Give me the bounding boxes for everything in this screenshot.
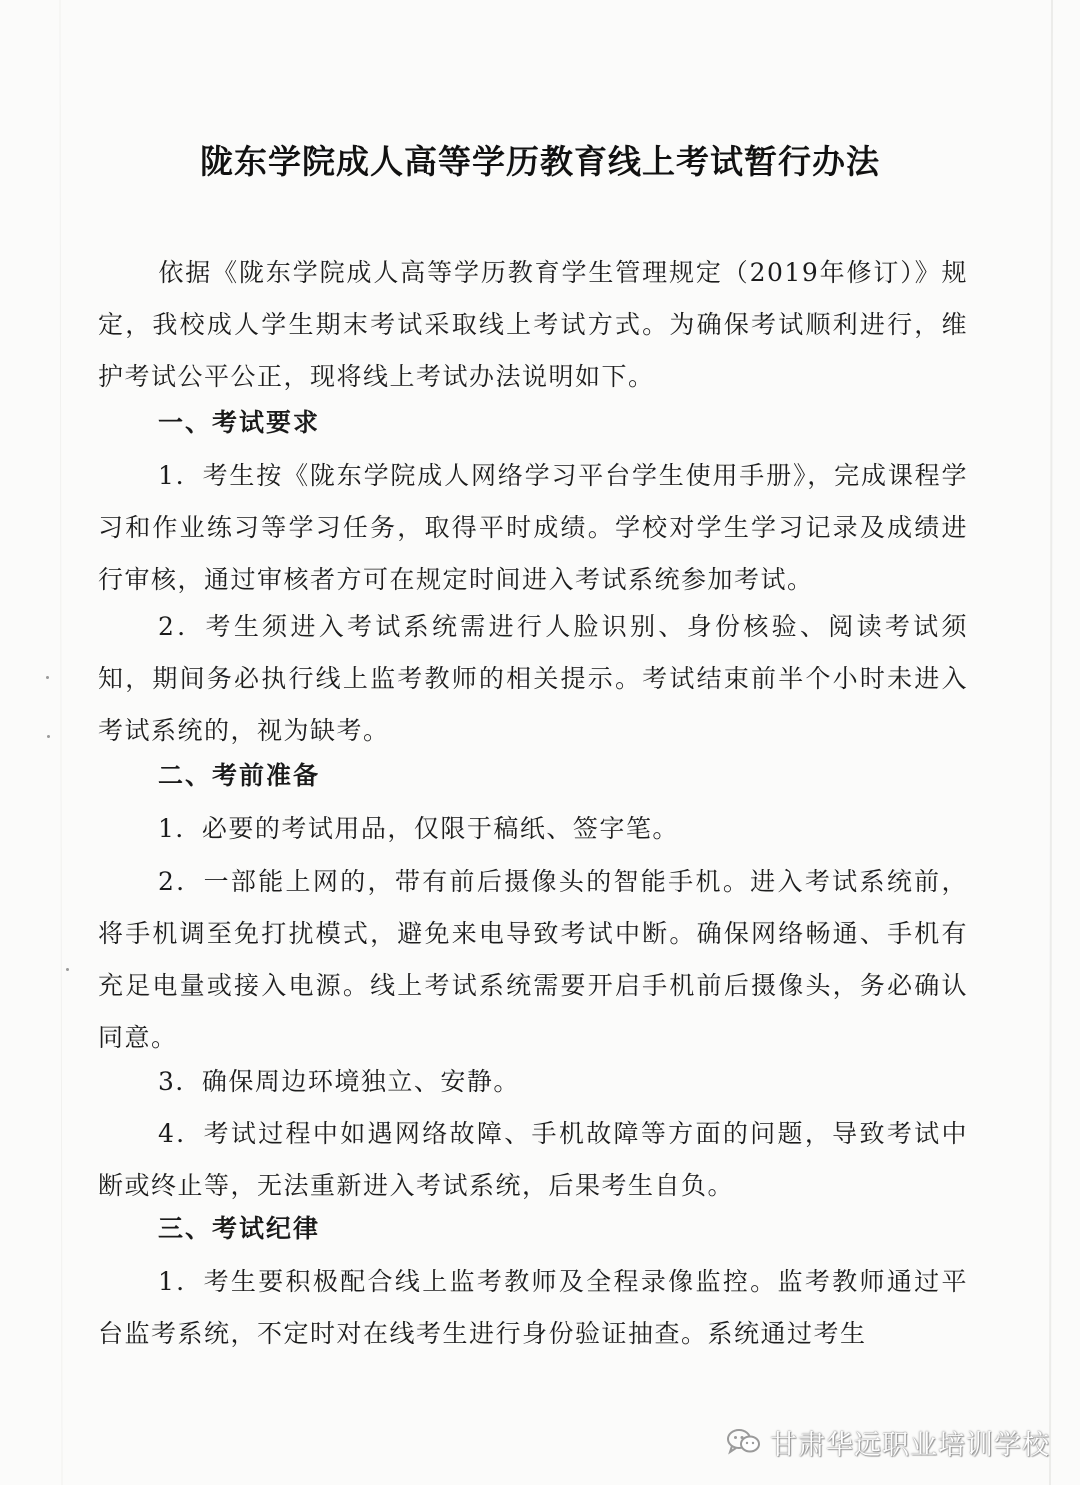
preparation-item-4-text: 4．考试过程中如遇网络故障、手机故障等方面的问题，导致考试中断或终止等，无法重新进入考试系统，后果考生自负。 [98,1119,968,1200]
section-heading-requirements: 一、考试要求 [158,408,321,437]
requirement-item-1 [98,450,968,606]
requirement-item-2-text: 2．考生须进入考试系统需进行人脸识别、身份核验、阅读考试须知，期间务必执行线上监考教师的相关提示。考试结束前半个小时未进入考试系统的，视为缺考。 [98,612,968,745]
discipline-item-1-text: 1．考生要积极配合线上监考教师及全程录像监控。监考教师通过平台监考系统，不定时对在线考生进行身份验证抽查。系统通过考生 [98,1267,968,1348]
scan-speck [46,676,49,679]
preparation-item-3-text: 3．确保周边环境独立、安静。 [158,1067,520,1096]
intro-text: 依据《陇东学院成人高等学历教育学生管理规定（2019年修订）》规定，我校成人学生期末考试采取线上考试方式。为确保考试顺利进行，维护考试公平公正，现将线上考试办法说明如下。 [98,258,968,391]
preparation-item-2 [98,856,968,1064]
requirement-item-1-text: 1．考生按《陇东学院成人网络学习平台学生使用手册》，完成课程学习和作业练习等学习任务，取得平时成绩。学校对学生学习记录及成绩进行审核，通过审核者方可在规定时间进入考试系统参加考试。 [98,461,968,594]
requirement-item-2 [98,601,968,757]
document-title: 陇东学院成人高等学历教育线上考试暂行办法 [200,142,880,181]
preparation-item-1-text: 1．必要的考试用品，仅限于稿纸、签字笔。 [158,814,679,843]
watermark-text: 甘肃华远职业培训学校 [770,1429,1050,1461]
section-heading-preparation: 二、考前准备 [158,761,321,790]
preparation-item-4 [98,1108,968,1212]
wechat-icon [726,1427,762,1457]
scan-speck [66,968,69,971]
preparation-item-1 [98,803,968,855]
preparation-item-2-text: 2．一部能上网的，带有前后摄像头的智能手机。进入考试系统前，将手机调至免打扰模式，避免来电导致考试中断。确保网络畅通、手机有充足电量或接入电源。线上考试系统需要开启手机前后摄像头，务必确认同意。 [98,867,968,1052]
intro-paragraph [98,247,968,403]
wechat-watermark [726,1420,1050,1464]
section-heading-discipline: 三、考试纪律 [158,1214,321,1243]
discipline-item-1 [98,1256,968,1360]
preparation-item-3 [98,1056,968,1108]
scan-speck [47,735,50,738]
